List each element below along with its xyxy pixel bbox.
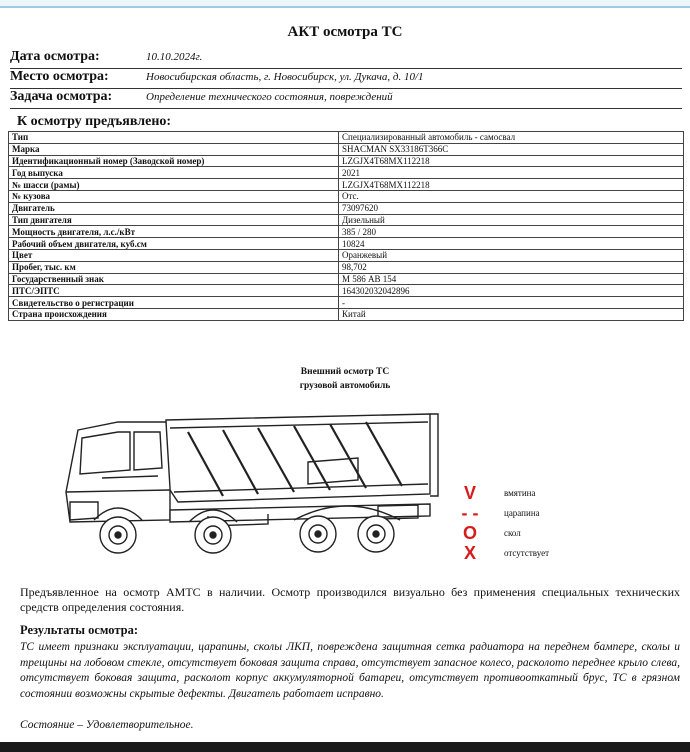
spec-key: Двигатель: [9, 202, 339, 214]
spec-key: Идентификационный номер (Заводской номер): [9, 155, 339, 167]
spec-value: -: [339, 297, 684, 309]
legend-item-scratch: [460, 504, 600, 524]
table-row: [9, 226, 684, 238]
spec-value: Специализированный автомобиль - самосвал: [339, 132, 684, 144]
spec-value: Оранжевый: [339, 249, 684, 261]
legend-label: отсутствует: [504, 548, 550, 558]
legend-label: царапина: [504, 508, 540, 518]
truck-diagram: [58, 392, 448, 567]
table-row: [9, 167, 684, 179]
spec-key: Мощность двигателя, л.с./кВт: [9, 226, 339, 238]
spec-key: Рабочий объем двигателя, куб.см: [9, 238, 339, 250]
legend-label: вмятина: [504, 488, 536, 498]
meta-row-place: [10, 68, 682, 89]
table-row: [9, 190, 684, 202]
spec-value: Дизельный: [339, 214, 684, 226]
spec-value: М 586 АВ 154: [339, 273, 684, 285]
legend-label: скол: [504, 528, 521, 538]
spec-key: Тип: [9, 132, 339, 144]
spec-value: 10824: [339, 238, 684, 250]
spec-key: Страна происхождения: [9, 308, 339, 320]
spec-key: Цвет: [9, 249, 339, 261]
document-title: АКТ осмотра ТС: [287, 24, 403, 40]
missing-symbol: X: [463, 543, 476, 563]
legend-item-chip: [460, 524, 600, 544]
spec-key: Пробег, тыс. км: [9, 261, 339, 273]
dent-symbol: V: [463, 483, 476, 503]
diagram-title: Внешний осмотр ТС: [300, 367, 390, 377]
spec-value: SHACMAN SX33186T366C: [339, 143, 684, 155]
table-row: [9, 132, 684, 144]
spec-value: Отс.: [339, 190, 684, 202]
legend-item-missing: [460, 544, 600, 564]
table-row: [9, 297, 684, 309]
table-row: [9, 214, 684, 226]
table-row: [9, 261, 684, 273]
top-edge-bar: [0, 0, 690, 8]
table-row: [9, 202, 684, 214]
specs-heading: К осмотру предъявлено:: [17, 114, 172, 129]
spec-value: 385 / 280: [339, 226, 684, 238]
specs-table: [8, 131, 684, 321]
table-row: [9, 308, 684, 320]
meta-label: Место осмотра:: [10, 69, 109, 84]
table-row: [9, 155, 684, 167]
spec-value: 164302032042896: [339, 285, 684, 297]
diagram-subtitle: грузовой автомобиль: [299, 381, 391, 391]
spec-key: Марка: [9, 143, 339, 155]
spec-key: Тип двигателя: [9, 214, 339, 226]
meta-row-date: [10, 48, 682, 69]
results-text: ТС имеет признаки эксплуатации, царапины, сколы ЛКП, повреждена защитная сетка радиатора на переднем бампере, сколы и трещины на лобовом стекле, отсутствует боковая защита справа, отсутствует запасное колесо, расколото переднее крыло слева, отсутствует боковая защита, расколот корпус аккумуляторной батареи, отсутствует противооткатный брус, ТС в грязном состоянии возможны скрытые дефекты. Двигатель работает исправно.: [20, 641, 680, 700]
table-row: [9, 143, 684, 155]
results-heading: Результаты осмотра:: [20, 623, 138, 637]
meta-value: Определение технического состояния, повреждений: [146, 91, 393, 103]
meta-value: 10.10.2024г.: [146, 51, 203, 63]
spec-key: ПТС/ЭПТС: [9, 285, 339, 297]
spec-key: Свидетельство о регистрации: [9, 297, 339, 309]
spec-key: № шасси (рамы): [9, 179, 339, 191]
legend-item-dent: [460, 484, 600, 504]
spec-value: 98,702: [339, 261, 684, 273]
table-row: [9, 238, 684, 250]
spec-key: Государственный знак: [9, 273, 339, 285]
spec-value: LZGJX4T68MX112218: [339, 155, 684, 167]
bottom-edge-bar: [0, 742, 690, 752]
spec-key: № кузова: [9, 190, 339, 202]
table-row: [9, 273, 684, 285]
results-state: Состояние – Удовлетворительное.: [20, 719, 194, 731]
spec-value: 2021: [339, 167, 684, 179]
inspection-paragraph: Предъявленное на осмотр АМТС в наличии. Осмотр производился визуально без применения специальных технических средств определения состояния.: [20, 585, 680, 614]
spec-value: 73097620: [339, 202, 684, 214]
meta-row-task: [10, 88, 682, 109]
spec-value: Китай: [339, 308, 684, 320]
meta-value: Новосибирская область, г. Новосибирск, ул. Дукача, д. 10/1: [146, 71, 424, 83]
spec-value: LZGJX4T68MX112218: [339, 179, 684, 191]
scratch-symbol: - -: [461, 503, 479, 523]
spec-key: Год выпуска: [9, 167, 339, 179]
table-row: [9, 285, 684, 297]
meta-label: Дата осмотра:: [10, 49, 100, 64]
table-row: [9, 249, 684, 261]
chip-symbol: O: [462, 523, 477, 543]
table-row: [9, 179, 684, 191]
meta-label: Задача осмотра:: [10, 89, 113, 104]
